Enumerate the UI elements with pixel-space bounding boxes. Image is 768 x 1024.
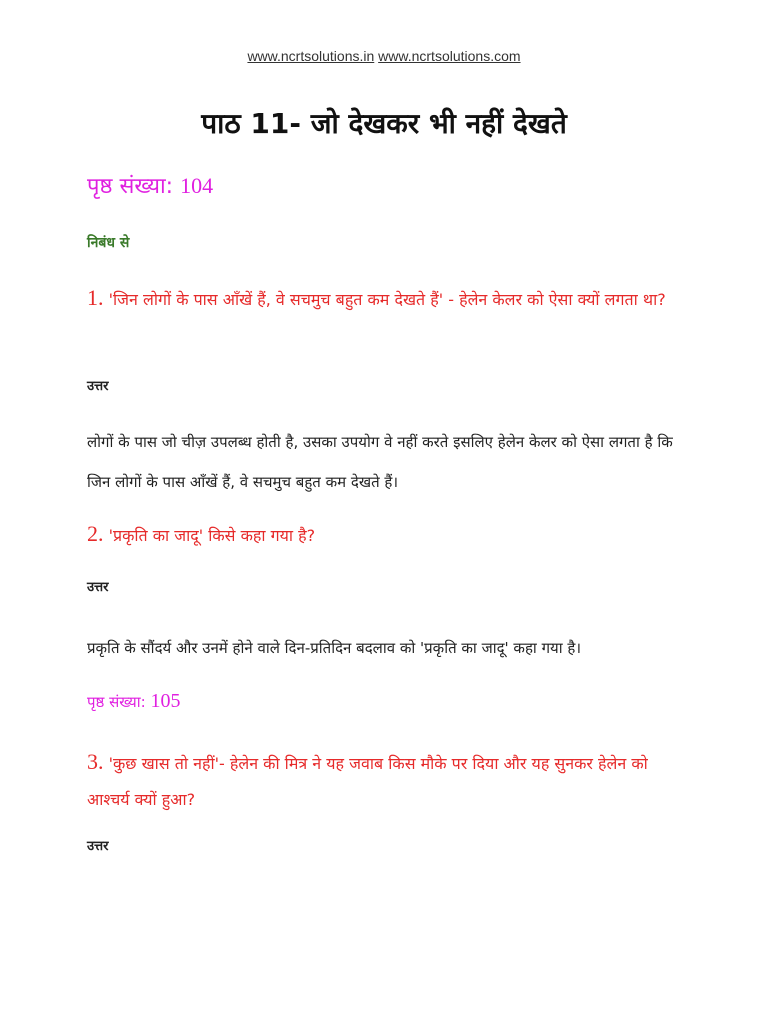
header-links <box>0 48 768 64</box>
question-number: 3. <box>87 749 104 774</box>
answer-label-1: उत्तर <box>87 379 109 394</box>
section-heading: निबंध से <box>87 235 130 251</box>
page-number-label: पृष्ठ संख्या: <box>87 693 146 711</box>
question-3 <box>87 744 687 818</box>
lesson-title: पाठ 11- जो देखकर भी नहीं देखते <box>201 107 567 140</box>
answer-1: लोगों के पास जो चीज़ उपलब्ध होती है, उसका उपयोग वे नहीं करते इसलिए हेलेन केलर को ऐसा लगता है कि जिन लोगों के पास आँखें हैं, वे सचमुच बहुत कम देखते हैं। <box>87 433 673 491</box>
page-number-105 <box>87 690 687 713</box>
site-link-in[interactable]: www.ncrtsolutions.in <box>247 48 375 64</box>
question-number: 1. <box>87 285 104 310</box>
question-text: 'प्रकृति का जादू' किसे कहा गया है? <box>108 526 316 545</box>
answer-2: प्रकृति के सौंदर्य और उनमें होने वाले दिन-प्रतिदिन बदलाव को 'प्रकृति का जादू' कहा गया है। <box>87 639 582 657</box>
page-number-value: 104 <box>180 173 214 198</box>
question-number: 2. <box>87 521 104 546</box>
question-2 <box>87 516 687 554</box>
page-number-value: 105 <box>150 690 181 712</box>
question-1 <box>87 280 687 318</box>
question-text: 'कुछ खास तो नहीं'- हेलेन की मित्र ने यह जवाब किस मौके पर दिया और यह सुनकर हेलेन को आश्चर्य क्यों हुआ? <box>87 754 648 809</box>
answer-label-2: उत्तर <box>87 580 109 595</box>
site-link-com[interactable]: www.ncrtsolutions.com <box>378 48 521 64</box>
question-text: 'जिन लोगों के पास आँखें हैं, वे सचमुच बहुत कम देखते हैं' - हेलेन केलर को ऐसा क्यों लगता था? <box>108 290 666 309</box>
page-number-label: पृष्ठ संख्या: <box>87 174 174 199</box>
page-number-104 <box>87 170 687 200</box>
answer-label-3: उत्तर <box>87 839 109 854</box>
